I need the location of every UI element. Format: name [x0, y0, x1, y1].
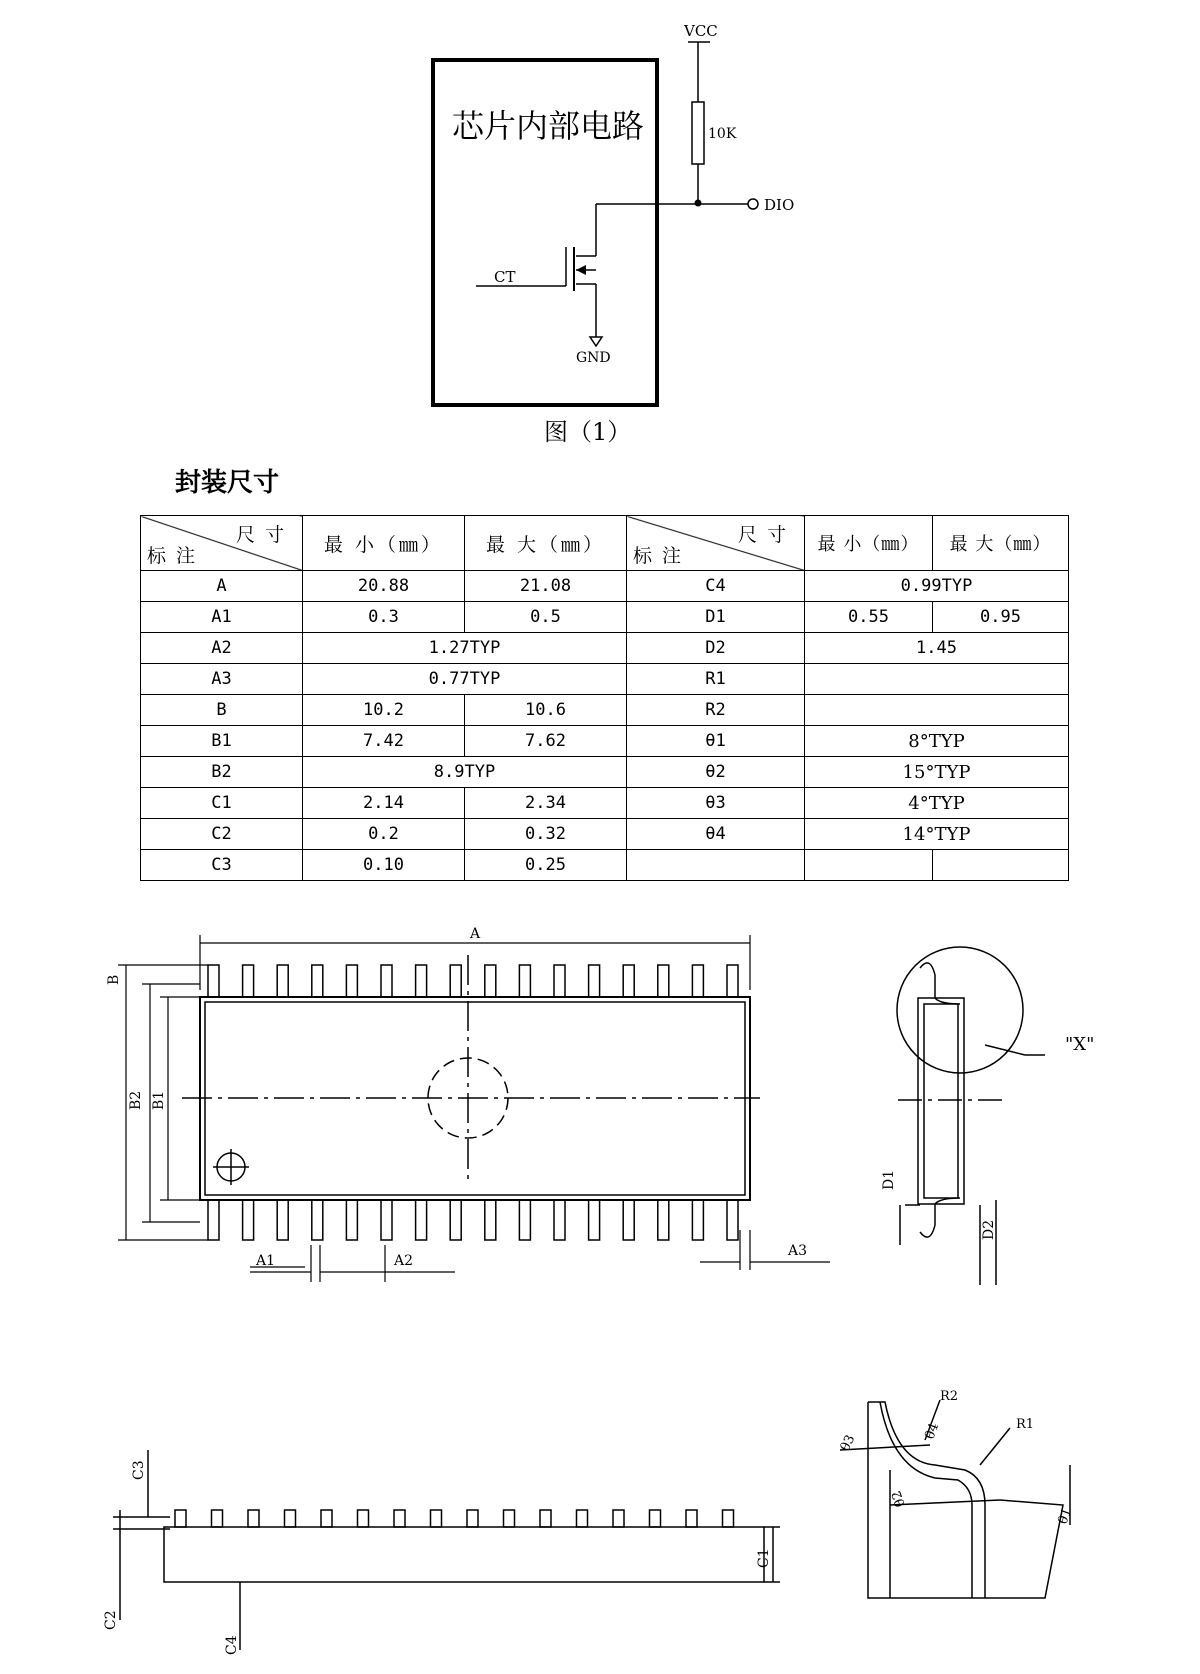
- top-pin: [658, 965, 669, 997]
- bottom-pin: [658, 1200, 669, 1240]
- row-label: θ3: [627, 788, 805, 819]
- row-label: C3: [141, 850, 303, 881]
- bottom-pin: [485, 1200, 496, 1240]
- section-title: 封装尺寸: [175, 468, 280, 498]
- header-top-label: 尺寸: [737, 524, 796, 546]
- typ-value: 1.27TYP: [303, 633, 627, 664]
- header-max: 最 大（㎜）: [933, 516, 1069, 571]
- min-value: 7.42: [303, 726, 465, 757]
- typ-value: 14°TYP: [805, 819, 1069, 850]
- front-pin: [212, 1510, 223, 1527]
- row-label: A: [141, 571, 303, 602]
- front-pin: [504, 1510, 515, 1527]
- dim-label-B: B: [106, 974, 122, 985]
- header-bottom-label: 标注: [633, 545, 692, 567]
- bottom-pin: [346, 1200, 357, 1240]
- front-pin: [613, 1510, 624, 1527]
- typ-value: 0.99TYP: [805, 571, 1069, 602]
- max-value: 0.95: [933, 602, 1069, 633]
- row-label: C2: [141, 819, 303, 850]
- dim-label-C4: C4: [224, 1635, 240, 1655]
- row-label: θ1: [627, 726, 805, 757]
- dim-label-D2: D2: [981, 1219, 997, 1240]
- typ-value: 4°TYP: [805, 788, 1069, 819]
- max-value: 10.6: [465, 695, 627, 726]
- row-label: B2: [141, 757, 303, 788]
- dim-label-B1: B1: [151, 1090, 167, 1110]
- top-pin: [623, 965, 634, 997]
- header-top-label: 尺寸: [235, 524, 294, 546]
- top-pin: [208, 965, 219, 997]
- row-label: R2: [627, 695, 805, 726]
- row-label: θ4: [627, 819, 805, 850]
- min-value: 0.55: [805, 602, 933, 633]
- front-pin: [358, 1510, 369, 1527]
- header-bottom-label: 标注: [147, 545, 206, 567]
- detail-label-R1: R1: [1016, 1417, 1035, 1432]
- max-value: 0.32: [465, 819, 627, 850]
- row-label: D1: [627, 602, 805, 633]
- top-pin: [416, 965, 427, 997]
- row-label: C1: [141, 788, 303, 819]
- top-pin: [519, 965, 530, 997]
- typ-value: 8°TYP: [805, 726, 1069, 757]
- resistor-label: 10K: [708, 126, 737, 142]
- min-value: 0.2: [303, 819, 465, 850]
- front-pin: [686, 1510, 697, 1527]
- dim-label-A2: A2: [394, 1253, 414, 1269]
- bottom-pin: [727, 1200, 738, 1240]
- bottom-pin: [519, 1200, 530, 1240]
- row-label: R1: [627, 664, 805, 695]
- dim-label-A: A: [470, 926, 481, 942]
- top-pin: [277, 965, 288, 997]
- header-min: 最 小（㎜）: [303, 516, 465, 571]
- typ-value: 0.77TYP: [303, 664, 627, 695]
- detail-label-theta1: θ1: [1055, 1506, 1076, 1527]
- front-pin: [723, 1510, 734, 1527]
- detail-label-R2: R2: [940, 1389, 959, 1404]
- top-pin: [381, 965, 392, 997]
- dim-label-A3: A3: [788, 1243, 808, 1259]
- bottom-pin: [312, 1200, 323, 1240]
- header-max: 最 大（㎜）: [465, 516, 627, 571]
- dio-label: DIO: [764, 196, 795, 214]
- dim-label-C3: C3: [131, 1460, 147, 1480]
- dim-label-B2: B2: [128, 1090, 144, 1110]
- max-value: 0.25: [465, 850, 627, 881]
- detail-x-label: "X": [1065, 1034, 1095, 1055]
- row-label: A2: [141, 633, 303, 664]
- dim-label-D1: D1: [881, 1169, 897, 1190]
- max-value: 21.08: [465, 571, 627, 602]
- detail-label-theta3: θ3: [838, 1432, 859, 1454]
- top-pin: [312, 965, 323, 997]
- row-label: B: [141, 695, 303, 726]
- front-pin: [248, 1510, 259, 1527]
- header-min: 最 小（㎜）: [805, 516, 933, 571]
- dim-label-C2: C2: [103, 1610, 119, 1630]
- top-pin: [346, 965, 357, 997]
- ct-label: CT: [494, 268, 516, 286]
- dim-label-C1: C1: [756, 1548, 772, 1568]
- max-value: 7.62: [465, 726, 627, 757]
- gnd-label: GND: [576, 350, 611, 366]
- top-pin: [692, 965, 703, 997]
- max-value: 0.5: [465, 602, 627, 633]
- front-pin: [540, 1510, 551, 1527]
- bottom-pin: [623, 1200, 634, 1240]
- typ-value: 15°TYP: [805, 757, 1069, 788]
- front-pin: [467, 1510, 478, 1527]
- bottom-pin: [243, 1200, 254, 1240]
- bottom-pin: [554, 1200, 565, 1240]
- vcc-label: VCC: [684, 22, 718, 40]
- front-pin: [285, 1510, 296, 1527]
- bottom-pin: [208, 1200, 219, 1240]
- row-label: A3: [141, 664, 303, 695]
- typ-value: 1.45: [805, 633, 1069, 664]
- row-label: A1: [141, 602, 303, 633]
- typ-value: 8.9TYP: [303, 757, 627, 788]
- min-value: 20.88: [303, 571, 465, 602]
- top-pin: [450, 965, 461, 997]
- min-value: 0.10: [303, 850, 465, 881]
- min-value: 0.3: [303, 602, 465, 633]
- row-label: B1: [141, 726, 303, 757]
- bottom-pin: [450, 1200, 461, 1240]
- front-pin: [321, 1510, 332, 1527]
- top-pin: [589, 965, 600, 997]
- min-value: 2.14: [303, 788, 465, 819]
- bottom-pin: [589, 1200, 600, 1240]
- top-pin: [485, 965, 496, 997]
- chip-title: 芯片内部电路: [452, 107, 645, 145]
- front-pin: [577, 1510, 588, 1527]
- row-label: D2: [627, 633, 805, 664]
- front-pin: [431, 1510, 442, 1527]
- bottom-pin: [277, 1200, 288, 1240]
- min-value: 10.2: [303, 695, 465, 726]
- row-label: θ2: [627, 757, 805, 788]
- figure-caption: 图（1）: [544, 418, 632, 446]
- bottom-pin: [416, 1200, 427, 1240]
- bottom-pin: [381, 1200, 392, 1240]
- top-pin: [727, 965, 738, 997]
- top-pin: [554, 965, 565, 997]
- detail-label-theta4: θ4: [922, 1421, 943, 1442]
- bottom-pin: [692, 1200, 703, 1240]
- front-pin: [394, 1510, 405, 1527]
- top-pin: [243, 965, 254, 997]
- max-value: 2.34: [465, 788, 627, 819]
- detail-label-theta2: θ2: [889, 1488, 909, 1509]
- front-pin: [650, 1510, 661, 1527]
- front-pin: [175, 1510, 186, 1527]
- dim-label-A1: A1: [256, 1253, 276, 1269]
- row-label: C4: [627, 571, 805, 602]
